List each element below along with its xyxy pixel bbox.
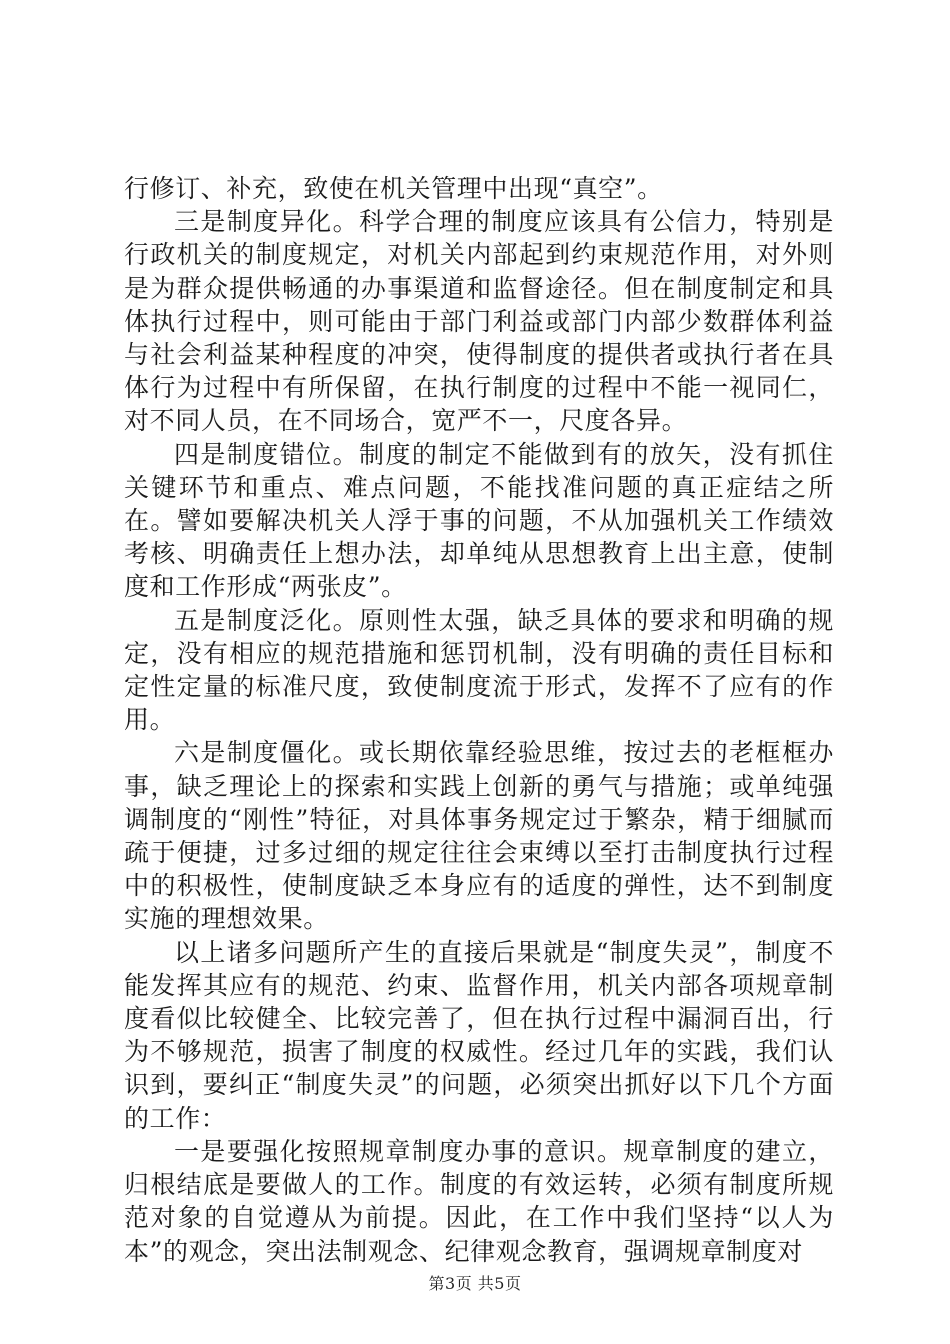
paragraph-system-misplacement: 四是制度错位。制度的制定不能做到有的放矢，没有抓住关键环节和重点、难点问题，不能找准问题的真正症结之所在。譬如要解决机关人浮于事的问题，不从加强机关工作绩效考核、明确责任上想办法，却单纯从思想教育上出主意，使制度和工作形成“两张皮”。 [124,439,834,602]
paragraph-strengthen-awareness: 一是要强化按照规章制度办事的意识。规章制度的建立，归根结底是要做人的工作。制度的有效运转，必须有制度所规范对象的自觉遵从为前提。因此，在工作中我们坚持“以人为本”的观念，突出法制观念、纪律观念教育，强调规章制度对 [124,1136,834,1266]
document-body [124,172,834,1268]
paragraph-system-alienation: 三是制度异化。科学合理的制度应该具有公信力，特别是行政机关的制度规定，对机关内部起到约束规范作用，对外则是为群众提供畅通的办事渠道和监督途径。但在制度制定和具体执行过程中，则可能由于部门利益或部门内部少数群体利益与社会利益某种程度的冲突，使得制度的提供者或执行者在具体行为过程中有所保留，在执行制度的过程中不能一视同仁，对不同人员，在不同场合，宽严不一，尺度各异。 [124,207,834,436]
paragraph-system-rigidity: 六是制度僵化。或长期依靠经验思维，按过去的老框框办事，缺乏理论上的探索和实践上创新的勇气与措施；或单纯强调制度的“刚性”特征，对具体事务规定过于繁杂，精于细腻而疏于便捷，过多过细的规定往往会束缚以至打击制度执行过程中的积极性，使制度缺乏本身应有的适度的弹性，达不到制度实施的理想效果。 [124,738,834,934]
paragraph-continuation: 行修订、补充，致使在机关管理中出现“真空”。 [124,174,663,203]
page-number-footer: 第3页 共5页 [428,1274,522,1293]
paragraph-system-failure-summary: 以上诸多问题所产生的直接后果就是“制度失灵”，制度不能发挥其应有的规范、约束、监督作用，机关内部各项规章制度看似比较健全、比较完善了，但在执行过程中漏洞百出，行为不够规范，损害了制度的权威性。经过几年的实践，我们认识到，要纠正“制度失灵”的问题，必须突出抓好以下几个方面的工作： [124,937,834,1133]
paragraph-system-generalization: 五是制度泛化。原则性太强，缺乏具体的要求和明确的规定，没有相应的规范措施和惩罚机制，没有明确的责任目标和定性定量的标准尺度，致使制度流于形式，发挥不了应有的作用。 [124,605,834,735]
